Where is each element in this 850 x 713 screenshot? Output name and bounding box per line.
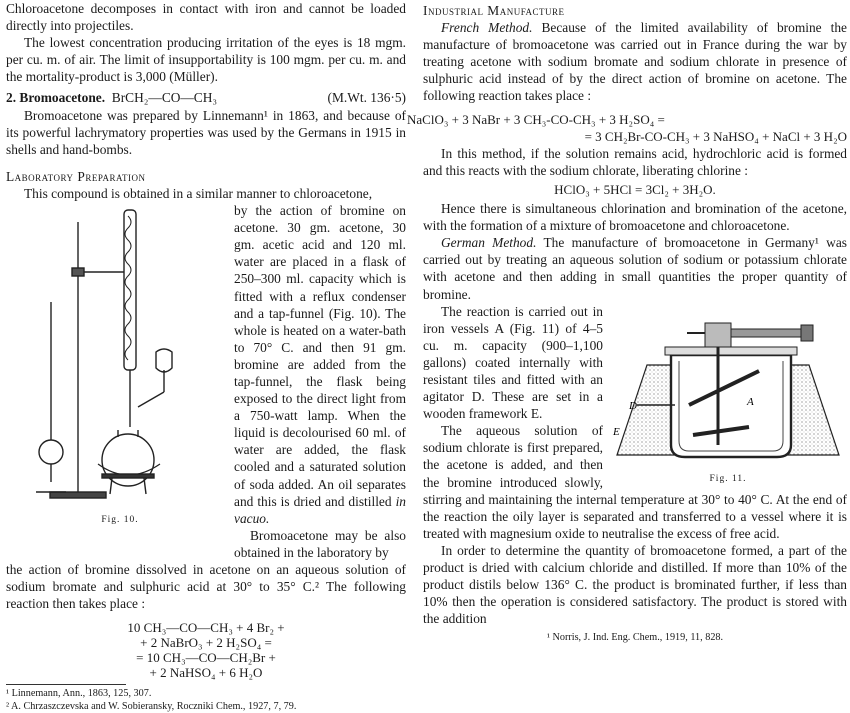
footnote-rule (6, 684, 126, 685)
equation-line: 10 CH₃—CO—CH₃ + 4 Br₂ + (127, 620, 285, 636)
equation-block (6, 620, 406, 680)
figure10-wrap (6, 202, 406, 561)
compound-formula: BrCH₂—CO—CH₃ (111, 90, 218, 106)
paragraph-lab-procedure: by the action of bromine on acetone. 30 gm. acetone, 30 gm. acetic acid and 120 ml. water are placed in a flask of 250–300 ml. capacity which is fitted with a reflux condenser and a tap-funnel (Fig. 10). The whole is heated on a water-bath to 70° C. and then 91 gm. bromine are added from the tap-funnel, the flask being exposed to the direct light from a 750-watt lamp. When the liquid is decolourised 60 ml. of water are added, the flask cooled and a saturated solution of soda added. An oil separates and this is dried and distilled in vacuo. Bromoacetone may be also obtained in the laboratory by (234, 203, 406, 560)
paragraph-french-method: French Method. Because of the limited availability of bromine the manufacture of bromoacetone was carried out in France during the war by treating acetone with sodium bromate and sodium chlorate in presence of sulphuric acid instead of by the direct action of bromine on acetone. The following reaction takes place : (423, 20, 847, 104)
paragraph-determine: In order to determine the quantity of bromoacetone formed, a part of the product is dried with calcium chloride and distilled. If more than 10% of the product distils below 136° C. the product is brominated further, if less than 10% then the operation is considered satisfactory. The product is stored with the addition (423, 542, 847, 627)
label-E: E (613, 425, 620, 438)
equation-french-line1: NaClO₃ + 3 NaBr + 3 CH₃-CO-CH₃ + 3 H₂SO₄ = (407, 111, 665, 127)
compound-title: 2. Bromoacetone. BrCH₂—CO—CH₃ (6, 90, 218, 106)
lab-prep-heading: Laboratory Preparation (6, 168, 146, 184)
figure-10 (6, 202, 234, 561)
figure-10-caption: Fig. 10. (101, 515, 139, 526)
right-column (407, 0, 847, 644)
label-A: A (747, 395, 754, 408)
paragraph-german-method: German Method. The manufacture of bromoacetone in Germany¹ was carried out by treating an aqueous solution of sodium or potassium chlorate with acetone and then adding in small quantities the proper quantity of bromine. (423, 235, 847, 302)
industrial-heading: Industrial Manufacture (423, 3, 565, 18)
paragraph-history: Bromoacetone was prepared by Linnemann¹ in 1863, and because of its powerful lachrymatory properties was used by the Germans in 1915 in shells and hand-bombs. (6, 107, 406, 157)
paragraph-lab-alt: the action of bromine dissolved in acetone on an aqueous solution of sodium bromate and sulphuric acid at 30° to 35° C.² The following reaction then takes place : (6, 562, 406, 612)
footnote: ² A. Chrzaszczevska and W. Sobieransky, Roczniki Chem., 1927, 7, 79. (6, 701, 297, 713)
equation-line: = 10 CH₃—CO—CH₂Br + (136, 650, 276, 666)
paragraph-aqueous-solution: The aqueous solution of sodium chlorate is first prepared, the acetone is added, and then the bromine introduced slowly, stirring and maintaining the internal temperature at 30° to 40° C. At the end of the reaction the oily layer is separated and transferred to a vessel where it is treated with magnesium oxide to neutralise the excess of free acid. (423, 423, 847, 541)
footnote: ¹ Norris, J. Ind. Eng. Chem., 1919, 11, 828. (546, 632, 724, 644)
left-column (6, 0, 406, 713)
equation-line: + 2 NaBrO₃ + 2 H₂SO₄ = (140, 635, 272, 651)
paragraph-hence: Hence there is simultaneous chlorination and bromination of the acetone, with the formation of a mixture of bromoacetone and chloroacetone. (423, 201, 847, 234)
paragraph-lab-intro: This compound is obtained in a similar manner to chloroacetone, (24, 185, 373, 201)
reaction-vessel-illustration (609, 305, 847, 467)
molecular-weight: (M.Wt. 136·5) (327, 90, 406, 106)
figure-11-caption: Fig. 11. (709, 473, 747, 484)
equation-line: + 2 NaHSO₄ + 6 H₂O (149, 665, 263, 681)
compound-heading (6, 89, 406, 106)
footnote: ¹ Linnemann, Ann., 1863, 125, 307. (6, 688, 152, 700)
label-D: D (629, 399, 637, 412)
figure-11 (609, 305, 847, 487)
paragraph-reaction-vessels: The reaction is carried out in iron vessels A (Fig. 11) of 4–5 cu. m. capacity (900–1,100 gallons) coated internally with resistant tiles and fitted with an agitator D. These are set in a wooden framework E. (423, 303, 603, 422)
reflux-apparatus-illustration (6, 202, 234, 512)
paragraph-irritation: The lowest concentration producing irritation of the eyes is 18 mgm. per cu. m. of air. The limit of insupportability is 100 mgm. per cu. m. and the mortality-product is 3,000 (Müller). (6, 35, 406, 85)
paragraph-chloroacetone: Chloroacetone decomposes in contact with iron and cannot be loaded directly into projectiles. (6, 1, 406, 34)
equation-chlorine: HClO₃ + 5HCl = 3Cl₂ + 3H₂O. (554, 181, 716, 197)
equation-french-line2: = 3 CH₂Br-CO-CH₃ + 3 NaHSO₄ + NaCl + 3 H₂O (584, 128, 847, 144)
paragraph-acid: In this method, if the solution remains acid, hydrochloric acid is formed and this reacts with the sodium chlorate, liberating chlorine : (423, 145, 847, 178)
